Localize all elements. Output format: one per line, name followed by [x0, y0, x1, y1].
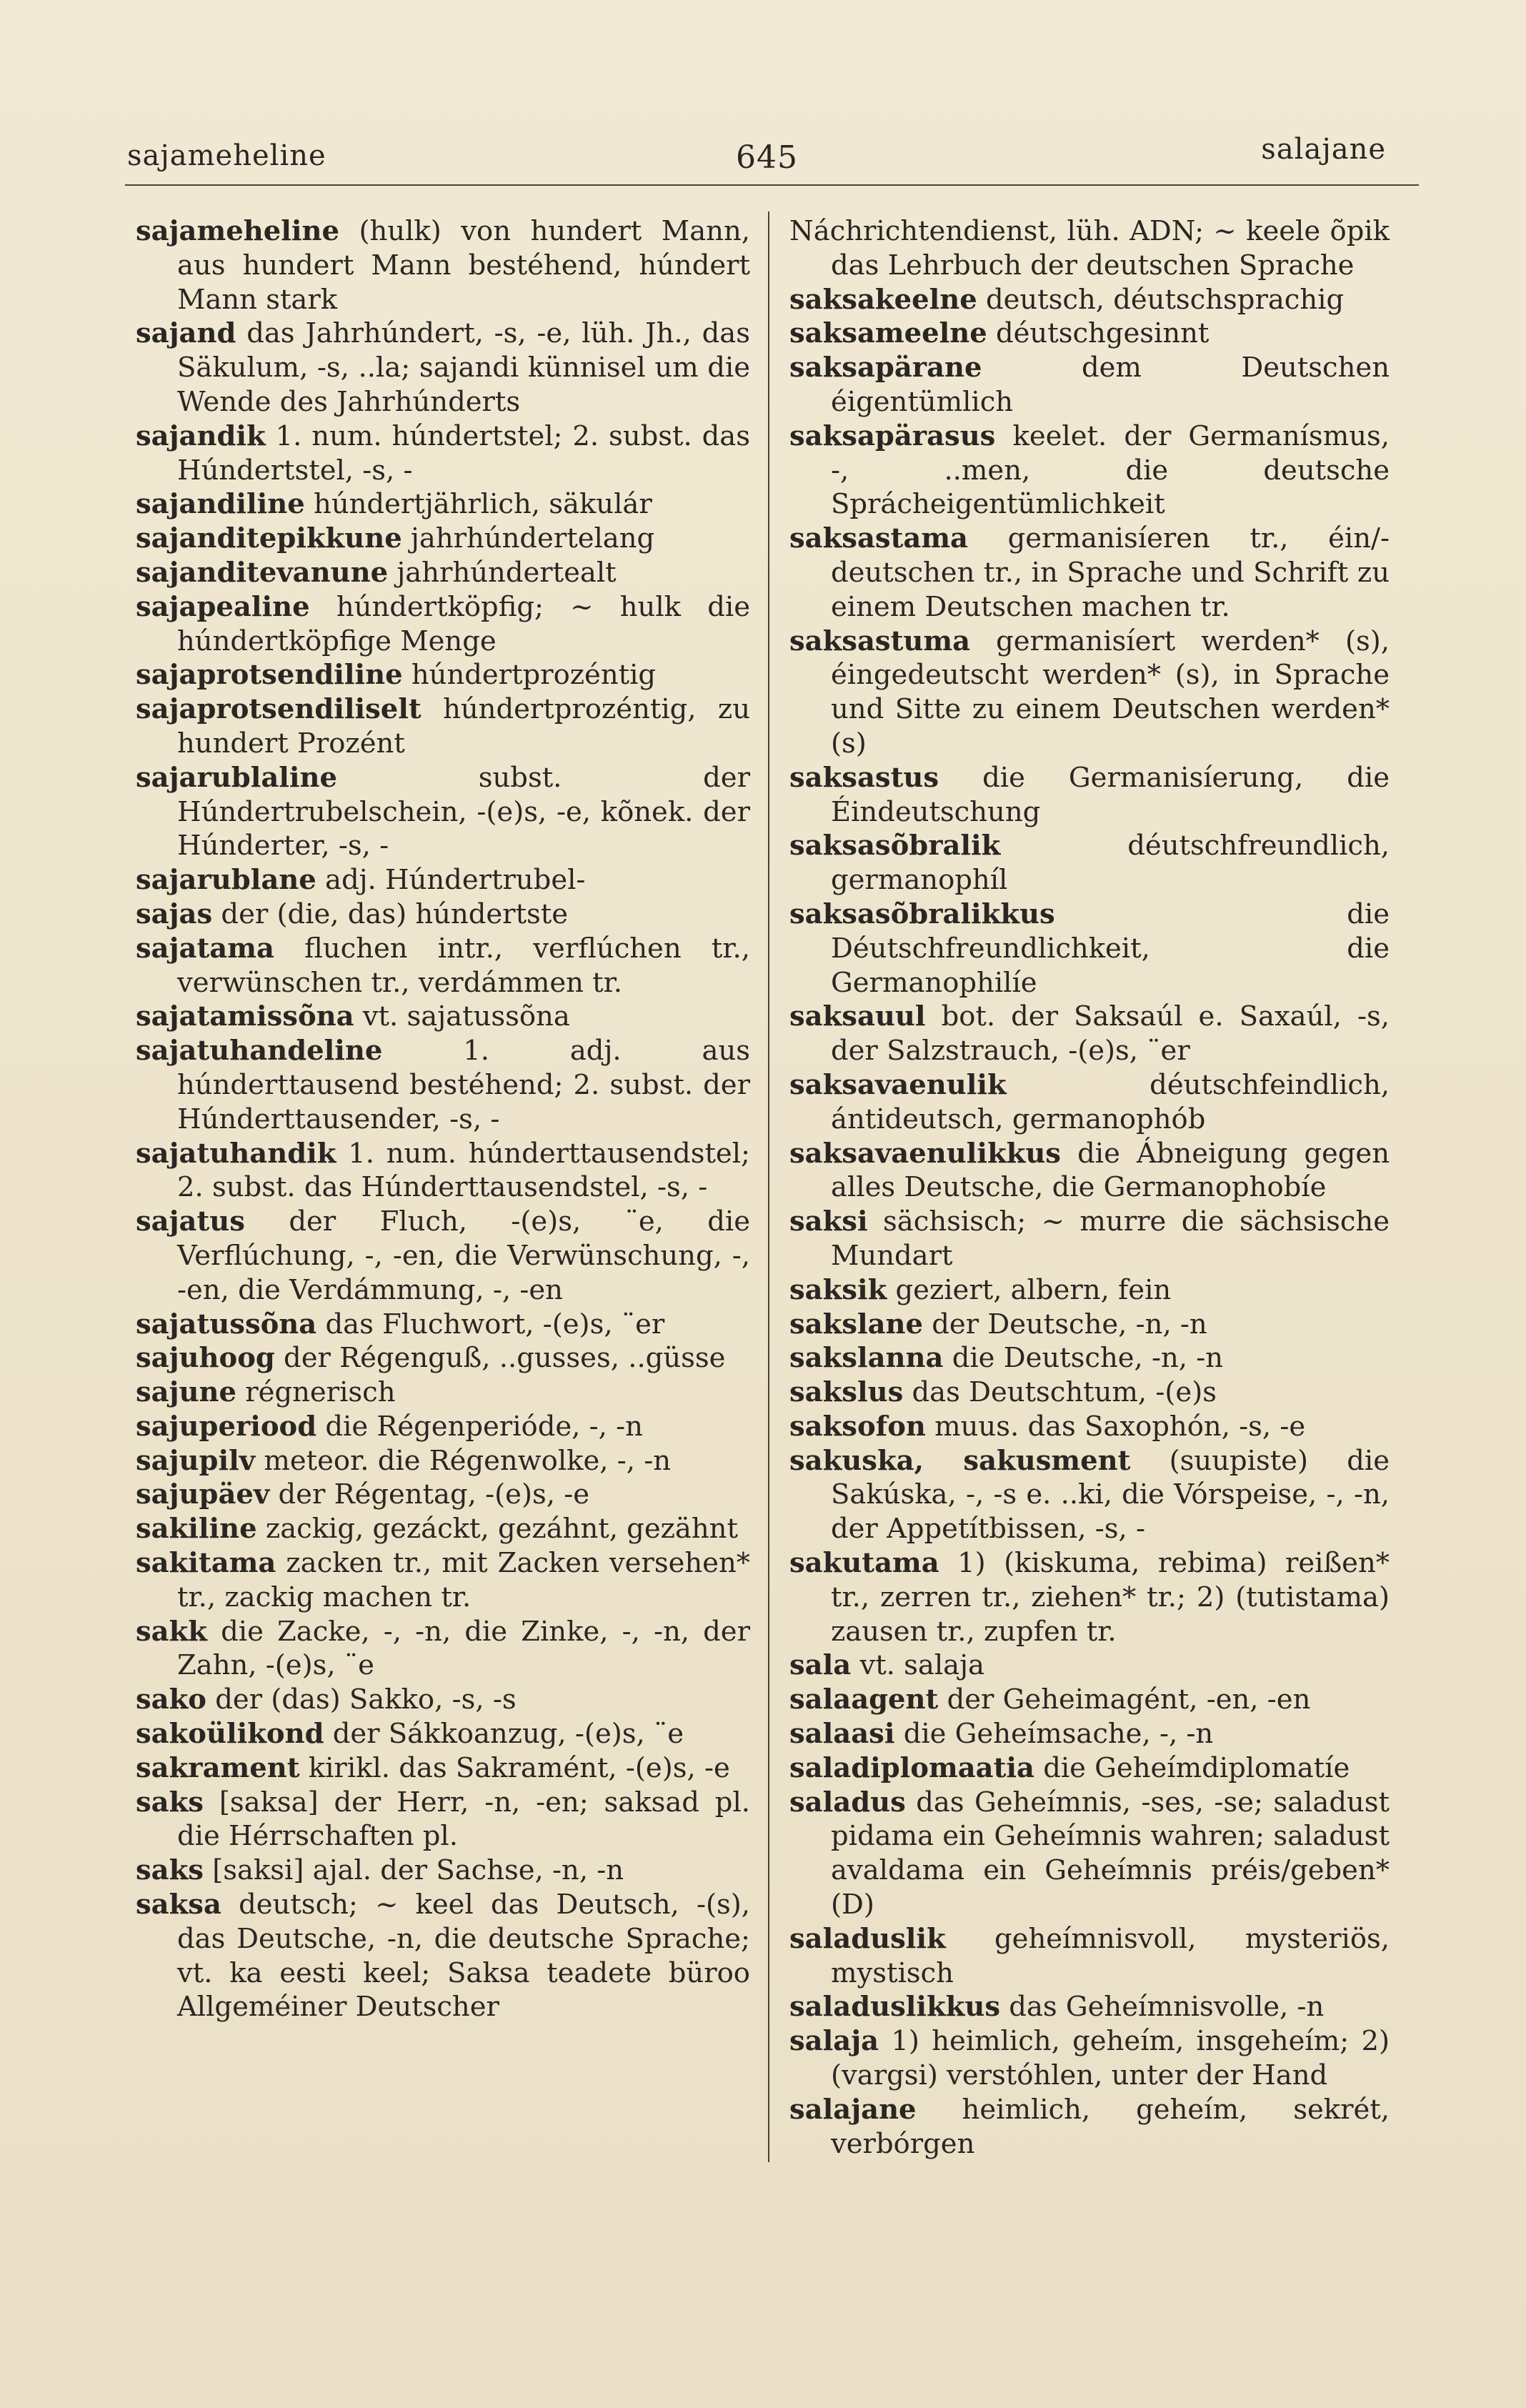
entry-headword: sajarublane	[136, 864, 316, 897]
entry-headword: sajanditepikkune	[136, 522, 402, 555]
entry-definition: húndertköpfig; ~ hulk die húndertköpfige Menge	[177, 590, 750, 657]
dictionary-entry	[789, 1648, 1390, 1683]
dictionary-entry	[136, 1683, 750, 1717]
entry-headword: sakslus	[789, 1376, 904, 1409]
entry-definition: muus. das Saxophón, -s, -e	[925, 1410, 1306, 1443]
entry-definition: fluchen intr., verflúchen tr., verwünschen tr., verdámmen tr.	[177, 932, 750, 999]
dictionary-entry	[136, 1717, 750, 1751]
entry-definition: die Régenperióde, -, -n	[316, 1410, 643, 1443]
entry-headword: saksavaenulikkus	[789, 1137, 1061, 1170]
dictionary-entry	[136, 1205, 750, 1307]
entry-definition: die Zacke, -, -n, die Zinke, -, -n, der Zahn, -(e)s, ¨e	[177, 1615, 750, 1682]
entry-definition: jahrhúndertelang	[402, 522, 655, 555]
entry-headword: sajapealine	[136, 590, 310, 623]
dictionary-entry	[136, 317, 750, 419]
entry-headword: sajaprotsendiliselt	[136, 693, 422, 726]
dictionary-entry	[136, 590, 750, 659]
entry-headword: sajanditevanune	[136, 556, 389, 589]
entry-headword: sakutama	[789, 1547, 939, 1580]
dictionary-entry	[789, 897, 1390, 1000]
entry-definition: deutsch, déutschsprachig	[977, 283, 1345, 316]
dictionary-entry	[136, 1444, 750, 1478]
dictionary-entry	[789, 761, 1390, 830]
entry-headword: saksastama	[789, 522, 969, 555]
entry-headword: sajatama	[136, 932, 274, 965]
entry-headword: sajuperiood	[136, 1410, 317, 1443]
entry-definition: der (die, das) húndertste	[212, 897, 569, 930]
entry-definition: régnerisch	[236, 1376, 396, 1409]
entry-definition: húndertprozéntig	[402, 659, 657, 692]
entry-definition: Náchrichtendienst, lüh. ADN; ~ keele õpik das Lehrbuch der deutschen Sprache	[789, 215, 1390, 282]
entry-headword: sakrament	[136, 1751, 300, 1784]
dictionary-entry	[136, 1000, 750, 1034]
entry-definition: 1. num. húndertstel; 2. subst. das Húndertstel, -s, -	[177, 419, 750, 487]
page-number: 645	[736, 139, 798, 176]
dictionary-entry	[136, 1546, 750, 1615]
column-divider	[768, 212, 769, 2162]
entry-definition: die Geheímdiplomatíe	[1034, 1751, 1350, 1784]
dictionary-entry	[136, 932, 750, 1000]
entry-definition: der Régentag, -(e)s, -e	[269, 1478, 589, 1511]
dictionary-entry	[789, 1375, 1390, 1410]
left-guide-word: sajameheline	[127, 139, 326, 172]
dictionary-entry	[789, 2093, 1390, 2161]
entry-definition: germanisíert werden* (s), éingedeutscht werden* (s), in Sprache und Sitte zu einem Deutschen werden* (s)	[831, 625, 1390, 760]
entry-headword: salaja	[789, 2025, 879, 2058]
entry-headword: sajupilv	[136, 1444, 256, 1477]
entry-headword: sajarublaline	[136, 761, 338, 794]
entry-definition: adj. Húndertrubel-	[316, 864, 586, 897]
dictionary-entry	[789, 1068, 1390, 1137]
dictionary-entry	[136, 1888, 750, 2024]
entry-headword: salaasi	[789, 1718, 895, 1751]
dictionary-entry	[136, 1854, 750, 1888]
entry-headword: saksauul	[789, 1000, 926, 1033]
entry-definition: die Ábneigung gegen alles Deutsche, die Germanophobíe	[831, 1137, 1390, 1204]
entry-headword: saksapärasus	[789, 419, 996, 452]
entry-definition: (hulk) von hundert Mann, aus hundert Mann bestéhend, húndert Mann stark	[177, 215, 750, 316]
entry-headword: saksi	[789, 1205, 868, 1238]
dictionary-entry	[136, 522, 750, 556]
dictionary-entry	[136, 1410, 750, 1444]
entry-headword: sakslanna	[789, 1342, 944, 1375]
dictionary-entry	[136, 1478, 750, 1512]
dictionary-entry	[136, 1034, 750, 1136]
entry-headword: sakuska, sakusment	[789, 1444, 1131, 1477]
entry-definition: déutschfeindlich, ántideutsch, germanophób	[831, 1068, 1390, 1135]
dictionary-entry	[136, 556, 750, 590]
entry-definition: das Jahrhúndert, -s, -e, lüh. Jh., das Säkulum, -s, ..la; sajandi künnisel um die Wende des Jahrhúnderts	[177, 317, 750, 418]
entry-headword: sajatamissõna	[136, 1000, 354, 1033]
entry-headword: sajupäev	[136, 1478, 270, 1511]
dictionary-entry	[136, 214, 750, 317]
entry-headword: sakitama	[136, 1547, 276, 1580]
entry-headword: saks	[136, 1854, 204, 1887]
dictionary-entry	[789, 1683, 1390, 1717]
entry-definition: deutsch; ~ keel das Deutsch, -(s), das Deutsche, -n, die deutsche Sprache; vt. ka eesti keel; Saksa teadete büroo Allgeméiner Deutscher	[177, 1889, 750, 2024]
dictionary-entry	[789, 625, 1390, 761]
entry-headword: saladiplomaatia	[789, 1751, 1034, 1784]
entry-definition: kirikl. das Sakramént, -(e)s, -e	[299, 1751, 730, 1784]
entry-definition: der (das) Sakko, -s, -s	[206, 1683, 517, 1716]
entry-definition: geheímnisvoll, mysteriös, mystisch	[831, 1922, 1390, 1989]
entry-definition: dem Deutschen éigentümlich	[831, 352, 1390, 418]
entry-headword: saksastuma	[789, 625, 971, 657]
entry-headword: sajatuhandik	[136, 1137, 336, 1170]
entry-headword: sakk	[136, 1615, 207, 1648]
entry-definition: die Geheímsache, -, -n	[894, 1718, 1214, 1751]
entry-headword: sakoülikond	[136, 1718, 324, 1751]
entry-headword: sajatuhandeline	[136, 1035, 383, 1068]
entry-headword: saksofon	[789, 1410, 926, 1443]
entry-headword: sajandiline	[136, 488, 305, 521]
dictionary-entry	[789, 1546, 1390, 1648]
entry-definition: subst. der Húndertrubelschein, -(e)s, -e, kõnek. der Húnderter, -s, -	[177, 761, 750, 862]
entry-definition: der Sákkoanzug, -(e)s, ¨e	[324, 1718, 684, 1751]
dictionary-entry	[789, 214, 1390, 283]
dictionary-entry	[789, 1717, 1390, 1751]
entry-headword: saksasõbralik	[789, 830, 1001, 862]
entry-definition: das Geheímnisvolle, -n	[1000, 1991, 1325, 2024]
dictionary-entry	[789, 419, 1390, 522]
entry-definition: (suupiste) die Sakúska, -, -s e. ..ki, die Vórspeise, -, -n, der Appetítbissen, -s, -	[831, 1444, 1390, 1546]
entry-headword: sajas	[136, 897, 213, 930]
entry-definition: die Déutschfreundlichkeit, die Germanophilíe	[831, 897, 1390, 999]
entry-headword: sajune	[136, 1376, 237, 1409]
entry-definition: die Germanisíerung, die Éindeutschung	[831, 761, 1390, 828]
dictionary-entry	[789, 1444, 1390, 1546]
entry-definition: die Deutsche, -n, -n	[943, 1342, 1224, 1375]
entry-definition: meteor. die Régenwolke, -, -n	[255, 1444, 672, 1477]
entry-headword: saksakeelne	[789, 283, 977, 316]
entry-definition: das Geheímnis, -ses, -se; saladust pidama ein Geheímnis wahren; saladust avaldama ein Geheímnis préis/geben* (D)	[831, 1786, 1390, 1921]
dictionary-entry	[789, 1410, 1390, 1444]
entry-headword: sakslane	[789, 1308, 924, 1340]
entry-definition: der Geheimagént, -en, -en	[938, 1683, 1311, 1716]
entry-definition: das Fluchwort, -(e)s, ¨er	[316, 1308, 665, 1340]
entry-headword: sajand	[136, 317, 236, 350]
entry-headword: sakiline	[136, 1513, 257, 1546]
dictionary-entry	[136, 1512, 750, 1546]
dictionary-entry	[136, 487, 750, 522]
entry-definition: das Deutschtum, -(e)s	[903, 1376, 1217, 1409]
dictionary-entry	[136, 419, 750, 488]
dictionary-entry	[136, 1375, 750, 1410]
entry-definition: 1) heimlich, geheím, insgeheím; 2) (vargsi) verstóhlen, unter der Hand	[831, 2025, 1390, 2092]
entry-definition: der Régenguß, ..gusses, ..güsse	[274, 1342, 726, 1375]
entry-headword: saksameelne	[789, 317, 987, 350]
entry-definition: [saksi] ajal. der Sachse, -n, -n	[203, 1854, 624, 1887]
entry-definition: keelet. der Germanísmus, -, ..men, die deutsche Sprácheigentümlichkeit	[831, 419, 1390, 521]
dictionary-entry	[789, 522, 1390, 624]
entry-headword: saksik	[789, 1273, 887, 1306]
dictionary-entry	[136, 1751, 750, 1786]
header-rule	[125, 184, 1419, 186]
entry-definition: 1. adj. aus húnderttausend bestéhend; 2. subst. der Húnderttausender, -s, -	[177, 1035, 750, 1135]
entry-definition: húndertjährlich, säkulár	[304, 488, 652, 521]
entry-definition: heimlich, geheím, sekrét, verbórgen	[831, 2093, 1390, 2160]
entry-definition: bot. der Saksaúl e. Saxaúl, -s, der Salzstrauch, -(e)s, ¨er	[831, 1000, 1390, 1068]
entry-definition: vt. sajatussõna	[354, 1000, 570, 1033]
entry-definition: húndertprozéntig, zu hundert Prozént	[177, 693, 750, 760]
dictionary-entry	[136, 897, 750, 932]
right-guide-word: salajane	[1261, 133, 1386, 166]
right-column	[789, 214, 1390, 2161]
entry-definition: der Fluch, -(e)s, ¨e, die Verflúchung, -, -en, die Verwünschung, -, -en, die Verdámmung, -, -en	[177, 1205, 750, 1306]
dictionary-entry	[136, 1341, 750, 1375]
entry-headword: saksapärane	[789, 352, 982, 384]
dictionary-entry	[789, 1205, 1390, 1273]
dictionary-entry	[789, 1273, 1390, 1308]
entry-headword: saladus	[789, 1786, 906, 1819]
dictionary-entry	[789, 2024, 1390, 2093]
entry-headword: salajane	[789, 2093, 917, 2126]
entry-definition: déutschgesinnt	[987, 317, 1210, 350]
entry-definition: der Deutsche, -n, -n	[923, 1308, 1207, 1340]
dictionary-entry	[789, 283, 1390, 317]
entry-definition: 1. num. húnderttausendstel; 2. subst. das Húnderttausendstel, -s, -	[177, 1137, 750, 1204]
entry-headword: sajatus	[136, 1205, 245, 1238]
left-column	[136, 214, 750, 2024]
entry-headword: salaagent	[789, 1683, 939, 1716]
dictionary-entry	[136, 761, 750, 863]
dictionary-entry	[789, 1751, 1390, 1786]
entry-headword: saksasõbralikkus	[789, 897, 1055, 930]
entry-definition: déutschfreundlich, germanophíl	[831, 830, 1390, 897]
entry-headword: saladuslik	[789, 1922, 946, 1955]
dictionary-entry	[789, 317, 1390, 351]
entry-headword: saksastus	[789, 761, 939, 794]
entry-headword: saks	[136, 1786, 204, 1819]
entry-definition: zackig, gezáckt, gezáhnt, gezähnt	[256, 1513, 738, 1546]
dictionary-entry	[789, 1137, 1390, 1205]
entry-headword: sajameheline	[136, 215, 339, 247]
entry-headword: saladuslikkus	[789, 1991, 1001, 2024]
entry-definition: [saksa] der Herr, -n, -en; saksad pl. die Hérrschaften pl.	[177, 1786, 750, 1853]
dictionary-entry	[136, 658, 750, 692]
entry-definition: vt. salaja	[851, 1649, 985, 1682]
entry-definition: sächsisch; ~ murre die sächsische Mundart	[831, 1205, 1390, 1272]
entry-definition: zacken tr., mit Zacken versehen* tr., zackig machen tr.	[177, 1547, 750, 1613]
dictionary-entry	[789, 1000, 1390, 1068]
dictionary-entry	[789, 1786, 1390, 1922]
entry-headword: sajuhoog	[136, 1342, 275, 1375]
dictionary-entry	[789, 1308, 1390, 1342]
dictionary-entry	[789, 351, 1390, 419]
entry-headword: sako	[136, 1683, 206, 1716]
entry-headword: sajandik	[136, 419, 266, 452]
dictionary-entry	[136, 692, 750, 761]
entry-headword: saksavaenulik	[789, 1068, 1007, 1101]
dictionary-entry	[789, 1990, 1390, 2024]
dictionary-entry	[136, 1786, 750, 1854]
entry-headword: saksa	[136, 1889, 221, 1921]
entry-headword: sala	[789, 1649, 852, 1682]
entry-definition: 1) (kiskuma, rebima) reißen* tr., zerren tr., ziehen* tr.; 2) (tutistama) zausen tr., zupfen tr.	[831, 1547, 1390, 1648]
dictionary-entry	[136, 1308, 750, 1342]
entry-definition: jahrhúndertealt	[388, 556, 617, 589]
entry-headword: sajaprotsendiline	[136, 659, 403, 692]
dictionary-entry	[136, 863, 750, 897]
dictionary-entry	[789, 829, 1390, 897]
dictionary-entry	[789, 1341, 1390, 1375]
dictionary-entry	[789, 1922, 1390, 1991]
dictionary-entry	[136, 1137, 750, 1205]
entry-headword: sajatussõna	[136, 1308, 317, 1340]
entry-definition: geziert, albern, fein	[887, 1273, 1172, 1306]
dictionary-entry	[136, 1615, 750, 1683]
entry-definition: germanisíeren tr., éin/-deutschen tr., in Sprache und Schrift zu einem Deutschen machen tr.	[831, 522, 1390, 623]
